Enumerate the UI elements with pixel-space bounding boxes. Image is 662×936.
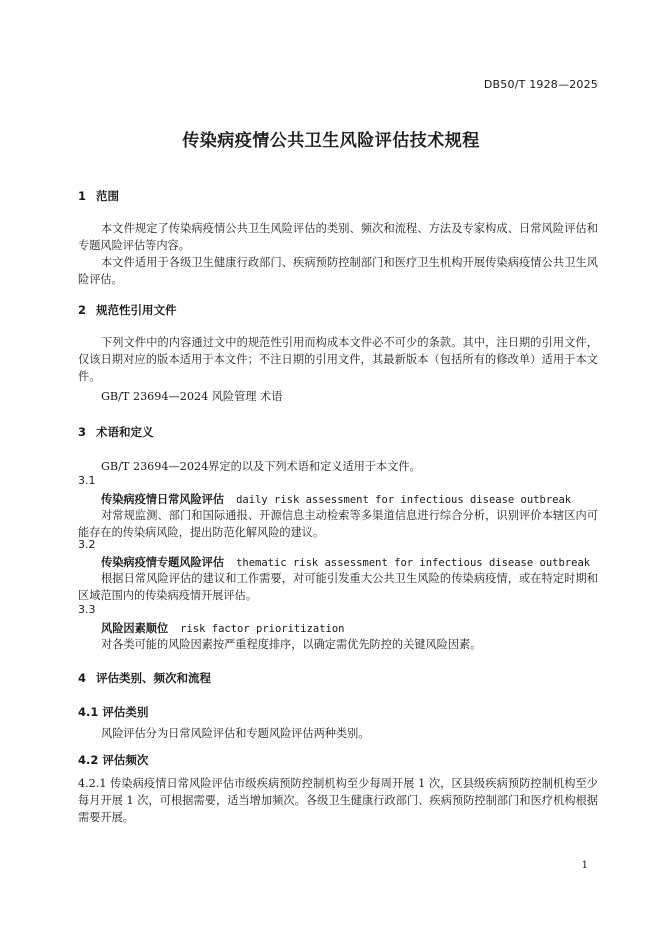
- term-name-en: risk factor prioritization: [180, 623, 345, 635]
- term-entry: [101, 554, 590, 570]
- normative-reference: GB/T 23694—2024 风险管理 术语: [101, 390, 283, 403]
- section-2-paragraph: 下列文件中的内容通过文中的规范性引用而构成本文件必不可少的条款。其中，注日期的引用文件，仅该日期对应的版本适用于本文件；不注日期的引用文件，其最新版本（包括所有的修改单）适用于本文件。: [78, 336, 598, 383]
- document-number: DB50/T 1928—2025: [483, 78, 598, 91]
- term-entry: [101, 491, 571, 507]
- term-entry: [101, 620, 345, 636]
- document-title: 传染病疫情公共卫生风险评估技术规程: [182, 131, 480, 151]
- section-1-heading: [78, 188, 119, 204]
- term-name-zh: 风险因素顺位: [101, 622, 169, 635]
- section-1-paragraph-2: 本文件适用于各级卫生健康行政部门、疾病预防控制部门和医疗卫生机构开展传染病疫情公共卫生风险评估。: [78, 256, 598, 286]
- term-definition: 对各类可能的风险因素按严重程度排序，以确定需优先防控的关键风险因素。: [101, 638, 482, 651]
- term-number: 3.2: [78, 538, 96, 551]
- term-number: 3.1: [78, 474, 96, 487]
- term-name-en: daily risk assessment for infectious disease outbreak: [236, 494, 572, 506]
- section-number: 1: [78, 189, 87, 203]
- page-number: 1: [581, 860, 588, 871]
- subsection-4-1-heading: 4.1 评估类别: [78, 705, 149, 719]
- subsection-4-2-heading: 4.2 评估频次: [78, 753, 149, 767]
- term-definition: 对常规监测、部门和国际通报、开源信息主动检索等多渠道信息进行综合分析，识别评价本辖区内可能存在的传染病风险，提出防范化解风险的建议。: [78, 509, 598, 539]
- section-title: 评估类别、频次和流程: [96, 671, 211, 685]
- term-name-en: thematic risk assessment for infectious disease outbreak: [236, 557, 591, 569]
- term-name-zh: 传染病疫情专题风险评估: [101, 556, 225, 569]
- term-name-zh: 传染病疫情日常风险评估: [101, 493, 225, 506]
- section-title: 规范性引用文件: [96, 303, 177, 317]
- section-1-paragraph-1: 本文件规定了传染病疫情公共卫生风险评估的类别、频次和流程、方法及专家构成、日常风险评估和专题风险评估等内容。: [78, 222, 598, 252]
- section-number: 4: [78, 671, 87, 685]
- section-title: 范围: [96, 189, 119, 203]
- section-4-heading: [78, 670, 211, 686]
- term-number: 3.3: [78, 603, 96, 616]
- section-title: 术语和定义: [96, 425, 154, 439]
- section-2-heading: [78, 302, 177, 318]
- subsection-4-2-paragraph: 4.2.1 传染病疫情日常风险评估市级疾病预防控制机构至少每周开展 1 次，区县级疾病预防控制机构至少每月开展 1 次，可根据需要，适当增加频次。各级卫生健康行政部门、疾病预防控制部门和医疗机构根据需要开展。: [78, 777, 598, 824]
- terms-intro: GB/T 23694—2024界定的以及下列术语和定义适用于本文件。: [101, 460, 421, 473]
- term-definition: 根据日常风险评估的建议和工作需要，对可能引发重大公共卫生风险的传染病疫情，或在特定时期和区域范围内的传染病疫情开展评估。: [78, 572, 598, 602]
- section-number: 2: [78, 303, 87, 317]
- subsection-4-1-paragraph: 风险评估分为日常风险评估和专题风险评估两种类别。: [101, 727, 370, 740]
- section-3-heading: [78, 424, 154, 440]
- section-number: 3: [78, 425, 87, 439]
